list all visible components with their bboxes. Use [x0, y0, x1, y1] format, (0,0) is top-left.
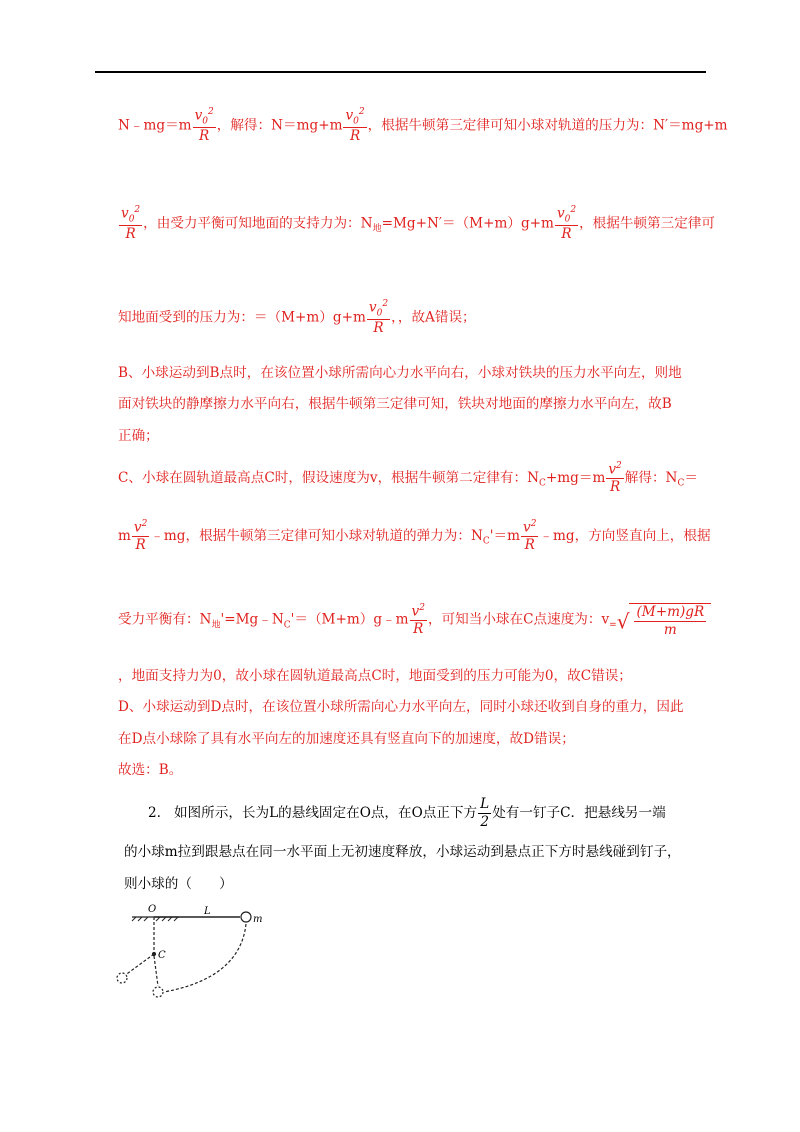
eq-text: C、小球在圆轨道最高点C时，假设速度为v，根据牛顿第二定律有：N — [118, 469, 539, 486]
fraction-v0sq-over-r — [367, 300, 390, 336]
eq-text: m — [118, 527, 131, 544]
eq-text: +mg＝m — [545, 469, 606, 486]
para-b-line-2: 面对铁块的静摩擦力水平向右，根据牛顿第三定律可知，铁块对地面的摩擦力水平向左，故B — [118, 396, 672, 412]
frac-den: R — [561, 226, 572, 243]
eq-text: '=Mg﹣N — [220, 611, 284, 628]
frac-num: L — [480, 796, 490, 812]
subscript: C — [539, 478, 546, 489]
label-c: C — [158, 950, 166, 961]
eq-text: ，可知当小球在C点速度为：v — [427, 611, 610, 628]
eq-text: ＝ — [684, 469, 698, 486]
subscript: C — [283, 620, 291, 631]
para-c-line-1 — [118, 462, 698, 495]
frac-den: 2 — [480, 813, 489, 830]
para-c-line-2 — [118, 520, 711, 553]
fraction-vsq-over-r: $\frac{v^2}{R}$ — [133, 519, 148, 554]
eq-text: 受力平衡有：N — [118, 611, 212, 628]
label-m: m — [253, 914, 263, 925]
para-c-line-4: ，地面支持力为0，故小球在圆轨道最高点C时，地面受到的压力可能为0，故C错误； — [118, 668, 632, 684]
frac-den: m — [663, 621, 677, 638]
frac-den: R — [349, 128, 361, 145]
fraction-under-root — [634, 606, 706, 637]
frac-den: R — [135, 537, 146, 554]
pendulum-diagram — [112, 900, 272, 1000]
para-b-line-1: B、小球运动到B点时，在该位置小球所需向心力水平向右，小球对铁块的压力水平向左，则地 — [118, 365, 682, 381]
frac-sup: 2 — [358, 107, 365, 117]
subscript: C — [482, 536, 490, 547]
subscript: 地 — [211, 620, 221, 631]
frac-sup: 2 — [208, 107, 214, 117]
answer-line: 故选：B。 — [118, 762, 183, 778]
frac-den: R — [524, 537, 535, 554]
eq-text: 如图所示，长为L的悬线固定在O点，在O点正下方 — [173, 805, 478, 822]
frac-sub: 0 — [353, 116, 359, 127]
para-d-line-2: 在D点小球除了具有水平向左的加速度还具有竖直向下的加速度，故D错误； — [118, 731, 575, 747]
frac-num: (M+m)gR — [636, 604, 705, 620]
subscript: 地 — [372, 224, 382, 235]
solution-line-2 — [118, 206, 715, 242]
eq-text: '＝（M+m）g﹣m — [290, 611, 409, 628]
swing-dashed — [124, 954, 154, 976]
eq-text: ﹣mg，根据牛顿第三定律可知小球对轨道的弹力为：N — [150, 527, 483, 544]
eq-text: ，，故A错误； — [391, 309, 476, 326]
para-d-line-1: D、小球运动到D点时，在该位置小球所需向心力水平向左，同时小球还收到自身的重力，因此 — [118, 699, 684, 715]
eq-text: 处有一钉子C．把悬线另一端 — [492, 805, 666, 822]
fraction-v0sq-over-r — [119, 206, 142, 242]
frac-sub: 0 — [202, 116, 208, 127]
frac-den: R — [413, 620, 424, 637]
frac-den: R — [125, 226, 136, 243]
eq-text: 解得：N — [624, 469, 678, 486]
frac-den: R — [199, 128, 210, 145]
frac-den: R — [373, 320, 384, 337]
eq-text: ，由受力平衡可知地面的支持力为：N — [143, 215, 373, 232]
eq-text: ，根据牛顿第三定律可知小球对轨道的压力为：N′＝mg+m — [367, 117, 728, 134]
para-c-line-3 — [118, 603, 711, 637]
subscript: = — [609, 620, 617, 631]
eq-text: N﹣mg＝m — [118, 117, 192, 134]
sqrt-expression: √ $\frac{(M+m)gR}{m}$ — [617, 603, 712, 637]
fraction-v0sq-over-r — [555, 206, 578, 242]
frac-num: v — [345, 107, 354, 124]
eq-text: '＝m — [489, 527, 520, 544]
ball-m — [241, 912, 251, 922]
fraction-l-over-2 — [478, 798, 491, 829]
fraction-vsq-over-r: $\frac{v^2}{R}$ — [523, 519, 537, 554]
label-o: O — [148, 904, 157, 915]
frac-num: v — [121, 205, 129, 222]
eq-text: =Mg+N′＝（M+m）g+m — [381, 215, 554, 232]
frac-den: R — [609, 479, 621, 496]
subscript: C — [677, 478, 685, 489]
frac-sup: 2 — [382, 299, 389, 309]
fraction-v0sq-over-r — [193, 108, 216, 144]
para-b-line-3: 正确； — [118, 428, 159, 444]
fraction-vsq-over-r: $\frac{v^2}{R}$ — [411, 602, 425, 637]
ball-left — [117, 973, 127, 983]
question-2-line-3: 则小球的（ ） — [124, 876, 233, 892]
frac-sub: 0 — [376, 308, 383, 319]
fraction-v0sq-over-r — [343, 108, 366, 144]
arc-path — [164, 924, 246, 992]
question-2-line-2: 的小球m拉到跟悬点在同一水平面上无初速度释放，小球运动到悬点正下方时悬线碰到钉子， — [124, 844, 681, 860]
frac-sup: 2 — [134, 205, 141, 215]
question-2-line-1 — [148, 798, 666, 829]
solution-line-1 — [118, 108, 728, 144]
question-number: 2. — [148, 805, 161, 822]
header-rule — [95, 71, 706, 73]
frac-sup: 2 — [570, 205, 577, 215]
frac-num: v — [368, 299, 377, 316]
eq-text: ，根据牛顿第三定律可 — [579, 215, 716, 232]
frac-num: v — [556, 205, 565, 222]
frac-sub: 0 — [128, 214, 135, 225]
solution-line-3 — [118, 300, 476, 336]
eq-text: ﹣mg，方向竖直向上，根据 — [539, 527, 711, 544]
frac-num: v — [194, 107, 203, 124]
frac-sub: 0 — [564, 214, 571, 225]
label-l: L — [204, 906, 211, 917]
fraction-vsq-over-r: $\frac{v^2}{R}$ — [608, 461, 622, 496]
ball-bottom — [153, 987, 163, 997]
eq-text: 知地面受到的压力为：＝（M+m）g+m — [118, 309, 366, 326]
eq-text: ，解得：N＝mg+m — [216, 117, 343, 134]
